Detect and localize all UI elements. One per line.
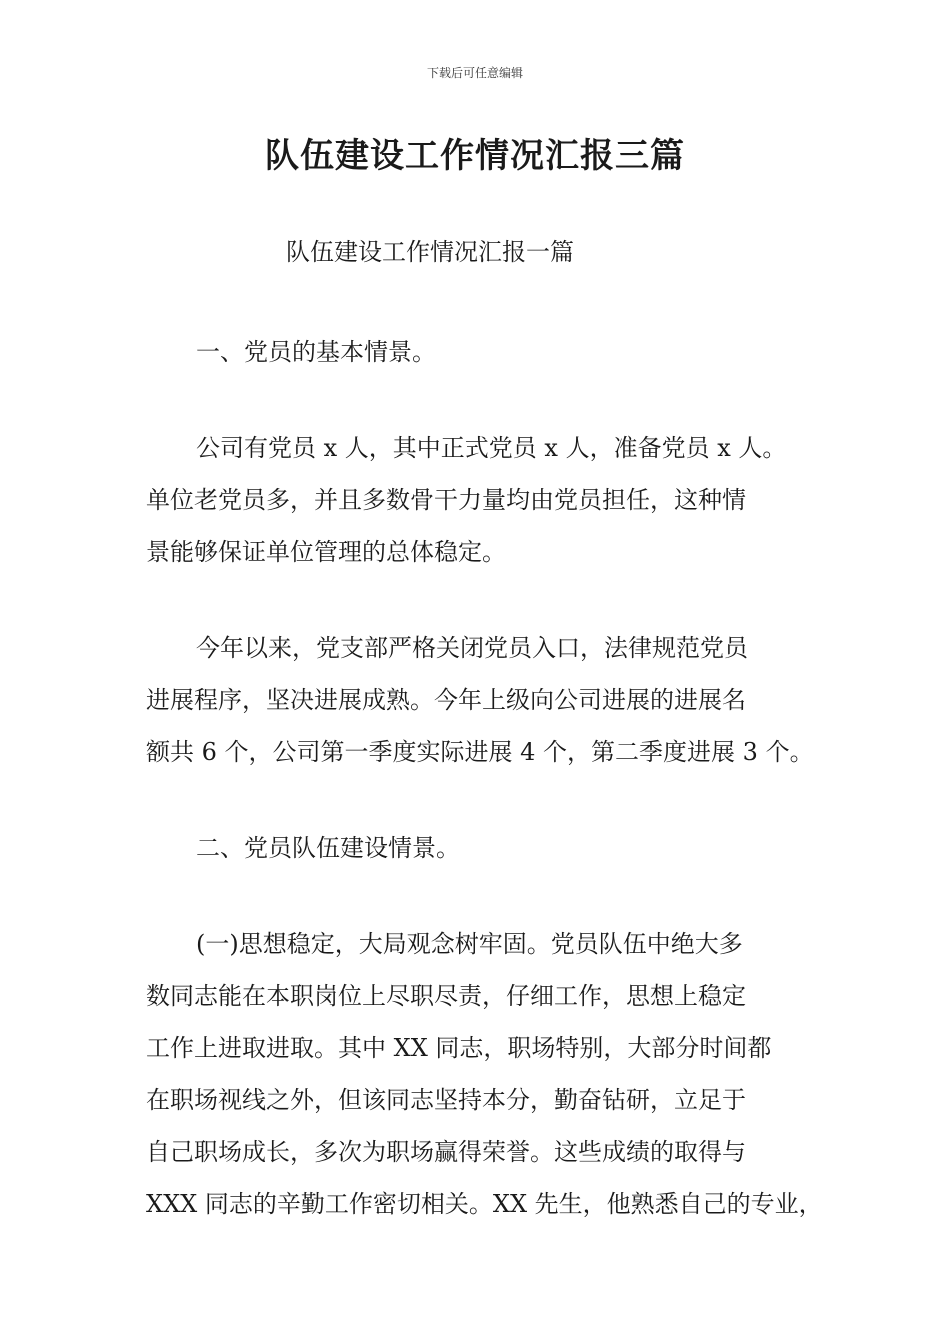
header-note: 下载后可任意编辑 <box>426 66 523 80</box>
paragraph-line: 自己职场成长，多次为职场赢得荣誉。这些成绩的取得与 <box>146 1138 746 1166</box>
paragraph-line: 单位老党员多，并且多数骨干力量均由党员担任，这种情 <box>146 486 746 514</box>
paragraph-line: 公司有党员 x 人，其中正式党员 x 人，准备党员 x 人。 <box>196 434 787 462</box>
document-subtitle: 队伍建设工作情况汇报一篇 <box>286 238 574 266</box>
paragraph-2 <box>146 622 826 778</box>
paragraph-line: 工作上进取进取。其中 XX 同志，职场特别，大部分时间都 <box>146 1034 772 1062</box>
paragraph-3 <box>146 918 826 1230</box>
paragraph-line: 数同志能在本职岗位上尽职尽责，仔细工作，思想上稳定 <box>146 982 746 1010</box>
section-2-heading-block <box>146 822 826 874</box>
section-heading: 二、党员队伍建设情景。 <box>196 834 460 862</box>
document-title: 队伍建设工作情况汇报三篇 <box>265 136 685 176</box>
paragraph-line: 在职场视线之外，但该同志坚持本分，勤奋钻研，立足于 <box>146 1086 746 1114</box>
section-heading: 一、党员的基本情景。 <box>196 338 436 366</box>
paragraph-line: 今年以来，党支部严格关闭党员入口，法律规范党员 <box>196 634 748 662</box>
paragraph-line: 进展程序，坚决进展成熟。今年上级向公司进展的进展名 <box>146 686 746 714</box>
paragraph-line: XXX 同志的辛勤工作密切相关。XX 先生，他熟悉自己的专业， <box>146 1190 823 1218</box>
paragraph-line: (一)思想稳定，大局观念树牢固。党员队伍中绝大多 <box>196 930 743 958</box>
section-1-heading-block <box>146 326 826 378</box>
paragraph-1 <box>146 422 826 578</box>
paragraph-line: 景能够保证单位管理的总体稳定。 <box>146 538 506 566</box>
paragraph-line: 额共 6 个，公司第一季度实际进展 4 个，第二季度进展 3 个。 <box>146 738 814 766</box>
